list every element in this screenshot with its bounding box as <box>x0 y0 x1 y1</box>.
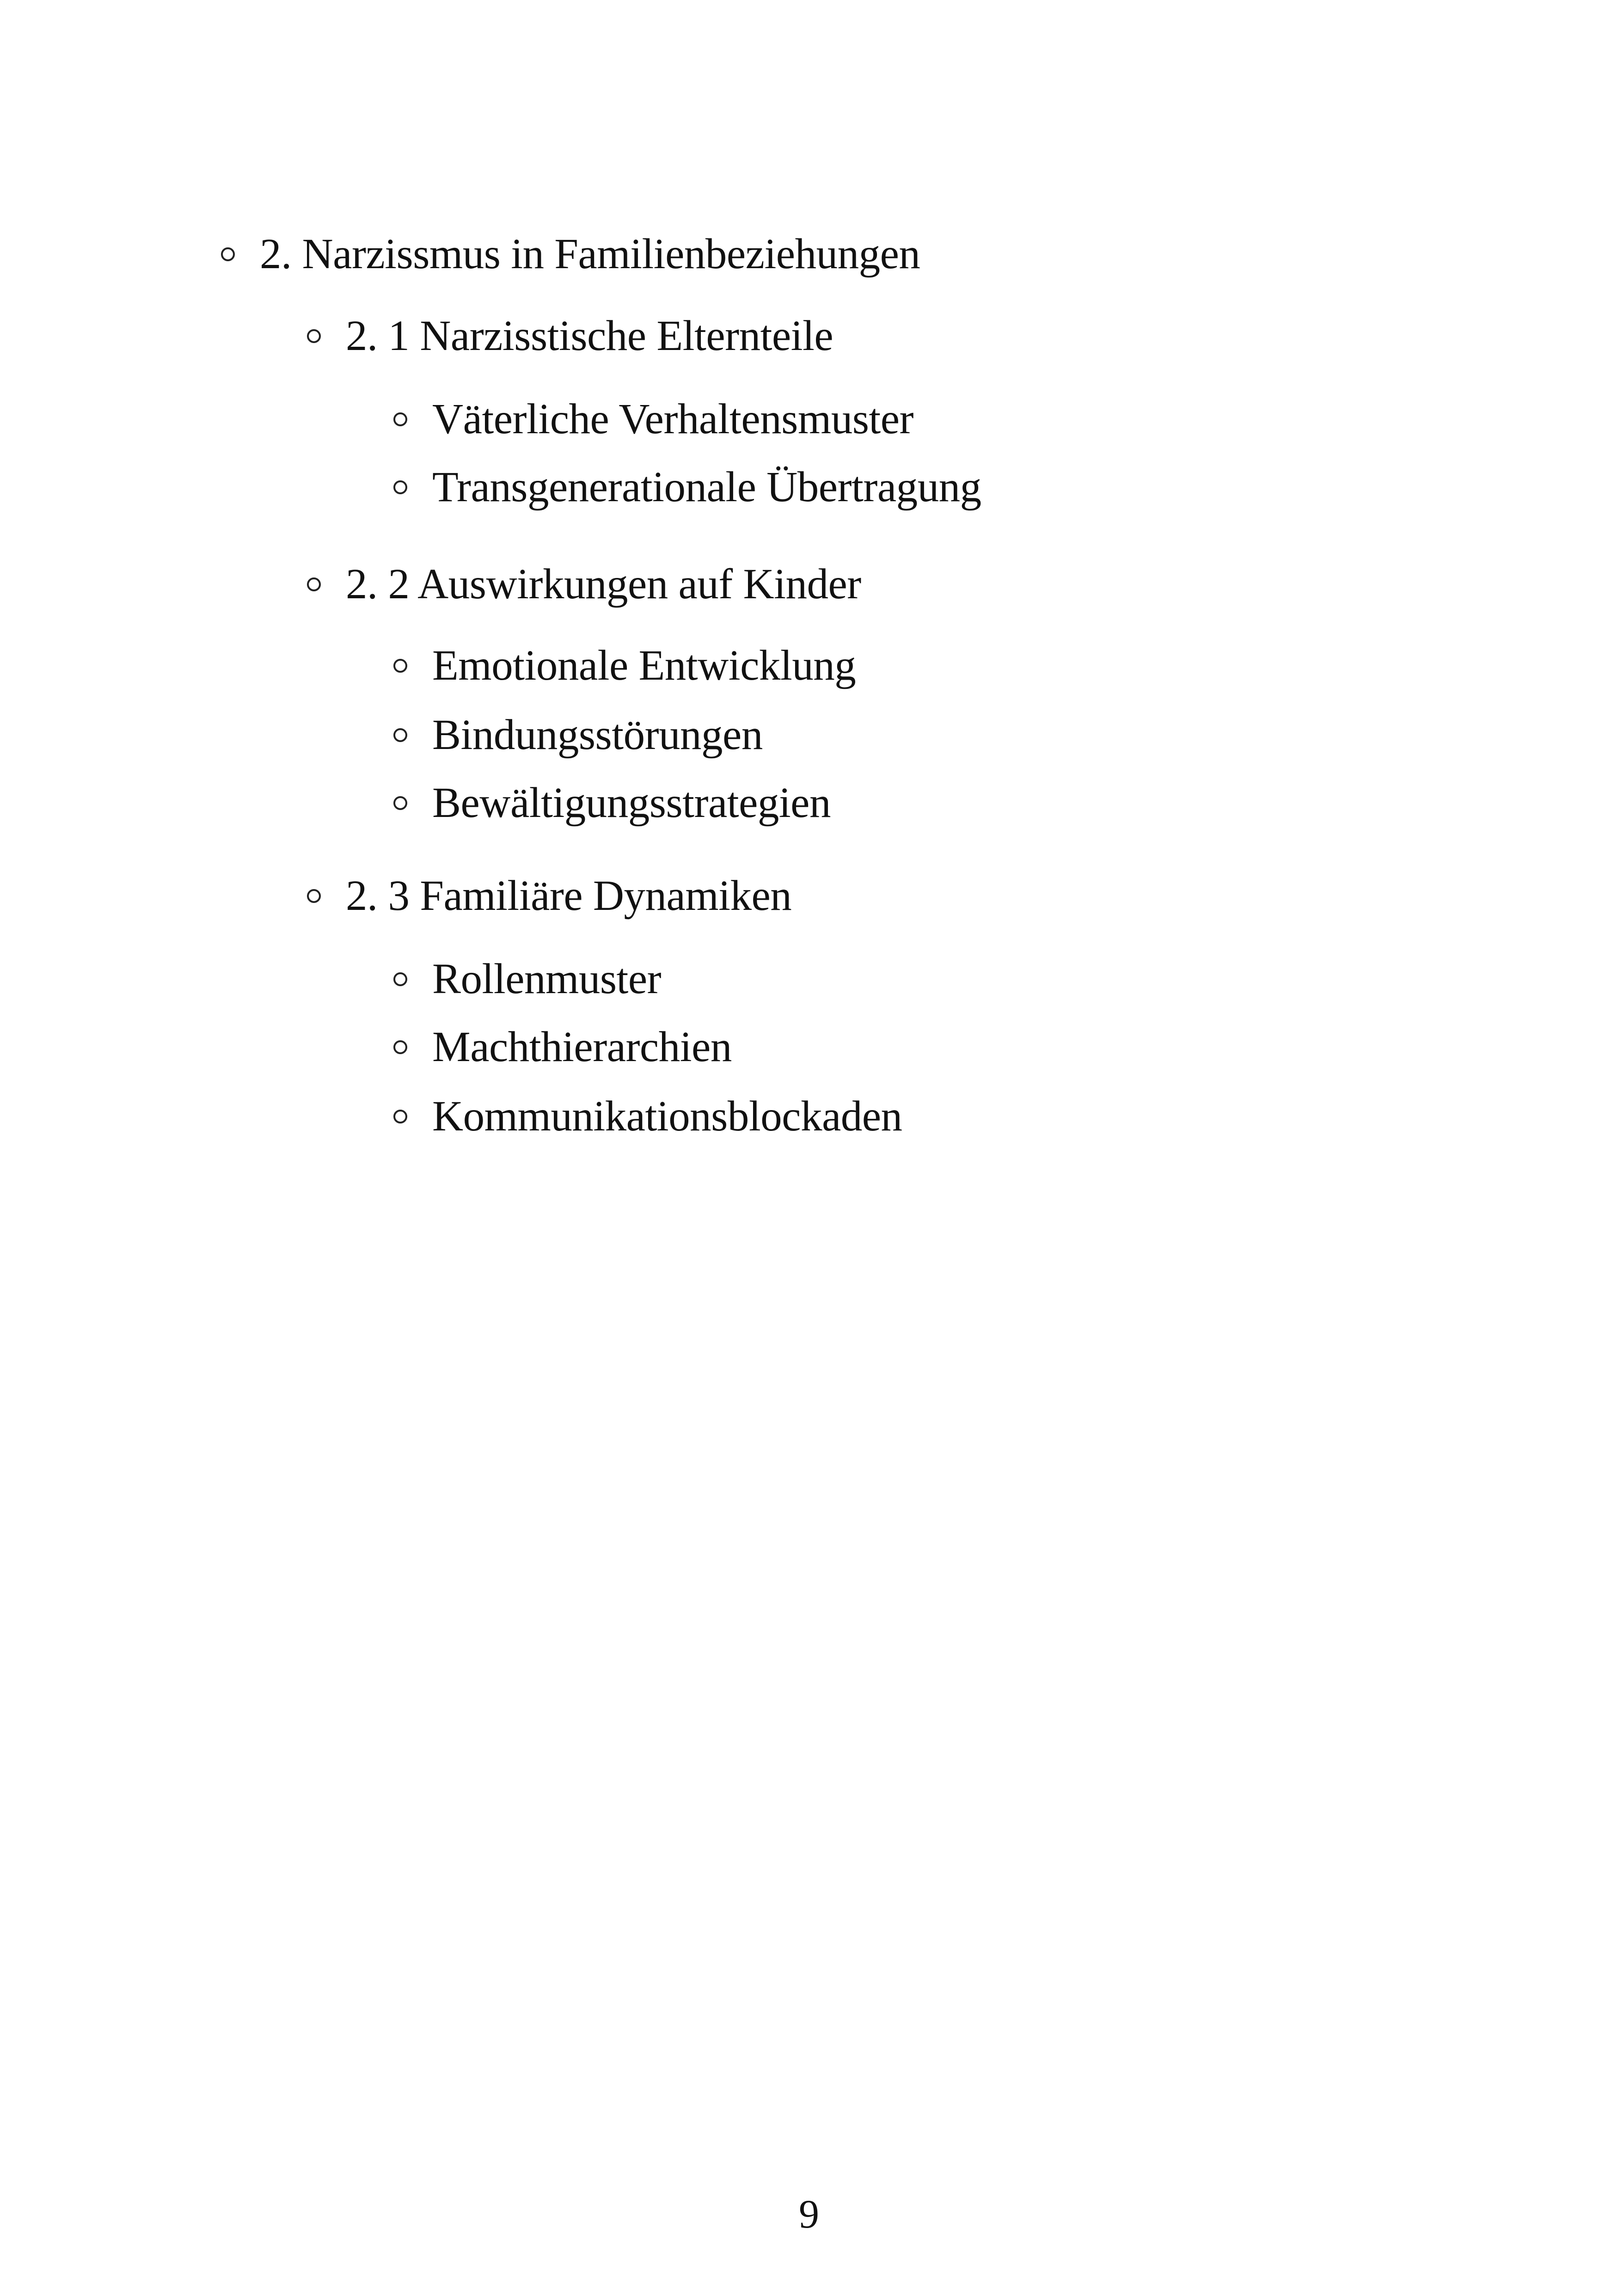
outline-item-level-3 <box>393 1089 902 1144</box>
outline-item-level-1 <box>221 227 920 282</box>
outline-item-level-3 <box>393 1019 732 1075</box>
circle-bullet-icon <box>393 972 407 986</box>
outline-item-level-2 <box>307 868 791 924</box>
circle-bullet-icon <box>393 796 407 810</box>
outline-item-label: Bindungsstörungen <box>432 711 763 759</box>
outline-item-level-2 <box>307 308 833 364</box>
outline-item-label: 2. 1 Narzisstische Elternteile <box>346 312 834 360</box>
outline-item-label: Machthierarchien <box>432 1023 732 1071</box>
outline-item-label: Kommunikationsblockaden <box>432 1093 902 1140</box>
circle-bullet-icon <box>393 1040 407 1054</box>
circle-bullet-icon <box>393 412 407 426</box>
circle-bullet-icon <box>393 1110 407 1123</box>
outline-item-level-3 <box>393 460 981 515</box>
page-number: 9 <box>799 2192 819 2237</box>
outline-item-label: Transgenerationale Übertragung <box>432 463 981 511</box>
outline-item-label: Bewältigungsstrategien <box>432 779 831 827</box>
outline-item-label: Emotionale Entwicklung <box>432 642 856 689</box>
circle-bullet-icon <box>393 659 407 673</box>
outline-item-level-3 <box>393 392 913 447</box>
circle-bullet-icon <box>307 329 321 343</box>
outline-item-level-3 <box>393 775 831 831</box>
outline-item-label: Rollenmuster <box>432 955 662 1003</box>
circle-bullet-icon <box>393 480 407 494</box>
outline-item-label: 2. 3 Familiäre Dynamiken <box>346 872 792 920</box>
outline-item-level-3 <box>393 952 661 1007</box>
circle-bullet-icon <box>307 577 321 591</box>
circle-bullet-icon <box>393 728 407 742</box>
outline-item-label: 2. 2 Auswirkungen auf Kinder <box>346 560 861 608</box>
outline-item-label: 2. Narzissmus in Familienbeziehungen <box>260 230 920 278</box>
outline-item-level-2 <box>307 557 861 612</box>
circle-bullet-icon <box>307 889 321 903</box>
circle-bullet-icon <box>221 247 235 261</box>
outline-item-level-3 <box>393 638 856 694</box>
outline-item-label: Väterliche Verhaltensmuster <box>432 395 913 443</box>
outline-item-level-3 <box>393 707 763 763</box>
